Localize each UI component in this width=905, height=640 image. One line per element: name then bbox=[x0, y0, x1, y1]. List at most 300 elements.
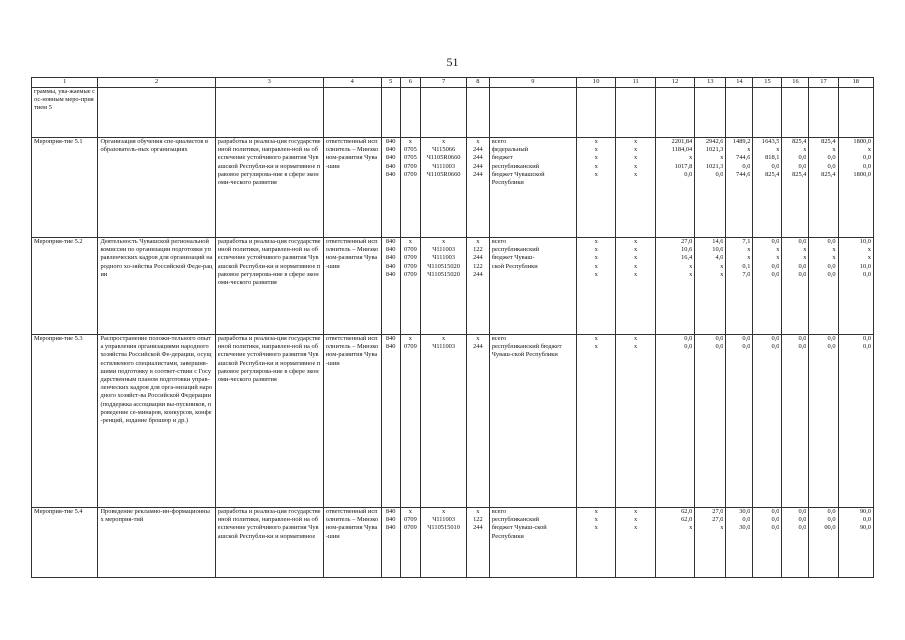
measure-name: Мероприя-тие 5.2 bbox=[32, 238, 98, 335]
cell-value: 840 bbox=[385, 238, 396, 245]
cell-value: x bbox=[634, 524, 638, 532]
cell-value: 0,0 bbox=[798, 270, 807, 278]
cell-value: 0,0 bbox=[715, 335, 724, 342]
cell-value: x bbox=[720, 524, 724, 532]
cell-value: 14,6 bbox=[712, 238, 724, 245]
cell-value: 840 bbox=[385, 170, 396, 178]
cell-c8 bbox=[466, 335, 489, 508]
cell-value: 840 bbox=[385, 262, 396, 270]
cell-value: x bbox=[634, 138, 638, 145]
cell-value: 0,0 bbox=[798, 335, 807, 342]
cell-value: 0,0 bbox=[827, 270, 836, 278]
column-number-15: 15 bbox=[753, 78, 782, 88]
cell-value: всего bbox=[491, 508, 507, 515]
cell-value: 244 bbox=[473, 170, 483, 178]
cell-value: 0,1 bbox=[742, 262, 751, 270]
column-number-4: 4 bbox=[323, 78, 381, 88]
cell-value: 0709 bbox=[404, 524, 417, 532]
cell-value: 0,0 bbox=[798, 508, 807, 515]
cell-value: x bbox=[803, 254, 807, 262]
column-number-9: 9 bbox=[489, 78, 576, 88]
cell-c12 bbox=[655, 508, 694, 578]
cell-value: 0,0 bbox=[684, 170, 693, 178]
cell-value: x bbox=[594, 254, 598, 262]
cell-c12 bbox=[655, 138, 694, 238]
cell-value: всего bbox=[491, 335, 507, 342]
cell-value: 0709 bbox=[404, 254, 417, 262]
cell-value: 0,0 bbox=[771, 262, 780, 270]
cell-value: x bbox=[803, 146, 807, 154]
cell-value: всего bbox=[491, 238, 507, 245]
cell-c7 bbox=[421, 335, 467, 508]
measure-row bbox=[32, 138, 874, 238]
cell-value: 0,0 bbox=[827, 162, 836, 170]
cell-c13 bbox=[695, 335, 726, 508]
measure-goal: разработка и реализа-ция государственной политики, направлен-ной на обеспечение устойчивого развития Чувашской Республи-ки и нормативное правовое регулирова-ние в сфере экономи-ческого развития bbox=[215, 335, 323, 508]
cell-value: 0709 bbox=[404, 262, 417, 270]
measure-goal: разработка и реализа-ция государственной политики, направлен-ной на обеспечение устойчивого развития Чувашской Республи-ки и нормативное bbox=[215, 508, 323, 578]
cell-value: x bbox=[634, 246, 638, 254]
cell-c5 bbox=[381, 238, 400, 335]
cell-value: x bbox=[634, 335, 638, 342]
cell-value: 244 bbox=[473, 254, 483, 262]
cell-value: 0705 bbox=[404, 154, 417, 162]
cell-value: x bbox=[776, 146, 780, 154]
cell-c5 bbox=[381, 138, 400, 238]
cell-value: x bbox=[634, 154, 638, 162]
cell-c9 bbox=[489, 335, 576, 508]
cell-c13 bbox=[695, 508, 726, 578]
cell-value: 7,0 bbox=[742, 270, 751, 278]
cell-value: 244 bbox=[473, 524, 483, 532]
cell-value: 30,0 bbox=[739, 524, 751, 532]
cell-value: 244 bbox=[473, 154, 483, 162]
cell-c17 bbox=[809, 508, 838, 578]
cell-value: x bbox=[408, 138, 412, 145]
cell-value: 840 bbox=[385, 270, 396, 278]
cell-c15 bbox=[753, 508, 782, 578]
cell-value: бюджет bbox=[491, 154, 513, 162]
cell-value: Ч110515020 bbox=[427, 262, 460, 270]
cell-value: x bbox=[689, 154, 693, 162]
cell-value: 840 bbox=[385, 508, 396, 515]
cell-value: 10,0 bbox=[859, 262, 871, 270]
cell-c8 bbox=[466, 238, 489, 335]
cell-c18 bbox=[838, 138, 873, 238]
cell-value: 244 bbox=[473, 146, 483, 154]
cell-c10 bbox=[576, 508, 615, 578]
cell-value: 0,0 bbox=[798, 343, 807, 351]
cell-value: x bbox=[442, 335, 446, 342]
cell-value: 0709 bbox=[404, 170, 417, 178]
cell-c10 bbox=[576, 238, 615, 335]
cell-value: 0709 bbox=[404, 343, 417, 351]
measure-description: Распространение положи-тельного опыта управления организациями народного хозяйства Российской Фе-дерации, осуществляемого специалистами, завершив-шими подготовку в соответ-ствии с Государственным планом подготовки управ-ленческих кадров для орга-низаций народного хозяйст-ва Российской Федерации (поддержка ассоциации вы-пускников, проведение се-минаров, конкурсов, конфе-ренций, издание брошюр и др.) bbox=[98, 335, 215, 508]
cell-value: 0,0 bbox=[798, 524, 807, 532]
cell-value: ской Республики bbox=[491, 262, 538, 270]
cell-value: x bbox=[747, 146, 751, 154]
cell-value: 00,0 bbox=[824, 524, 836, 532]
cell-c16 bbox=[782, 238, 809, 335]
cell-value: x bbox=[442, 138, 446, 145]
cell-value: x bbox=[634, 516, 638, 524]
cell-value: x bbox=[867, 254, 871, 262]
cell-value: x bbox=[634, 170, 638, 178]
cell-value: Ч111003 bbox=[432, 162, 456, 170]
cell-value: 0,0 bbox=[771, 343, 780, 351]
cell-value: x bbox=[634, 162, 638, 170]
cell-value: 840 bbox=[385, 254, 396, 262]
cell-c11 bbox=[616, 238, 655, 335]
cell-value: x bbox=[867, 146, 871, 154]
cell-value: 0,0 bbox=[771, 508, 780, 515]
cell-value: 122 bbox=[473, 262, 483, 270]
cell-c11 bbox=[616, 335, 655, 508]
cell-value: 0,0 bbox=[771, 516, 780, 524]
intro-cell: граммы, ува-жаемые с ос-новным меро-приятием 5 bbox=[32, 88, 98, 138]
cell-value: республиканский bbox=[491, 516, 540, 524]
cell-value: x bbox=[867, 246, 871, 254]
cell-c14 bbox=[726, 138, 753, 238]
cell-value: 0,0 bbox=[827, 335, 836, 342]
cell-value: 0,0 bbox=[863, 516, 871, 524]
cell-value: 0,0 bbox=[742, 516, 751, 524]
cell-c7 bbox=[421, 508, 467, 578]
cell-c11 bbox=[616, 508, 655, 578]
cell-value: 0,0 bbox=[827, 262, 836, 270]
cell-c12 bbox=[655, 238, 694, 335]
cell-value: всего bbox=[491, 138, 507, 145]
measure-row bbox=[32, 238, 874, 335]
cell-value: 840 bbox=[385, 335, 396, 342]
cell-value: 840 bbox=[385, 343, 396, 351]
cell-value: 90,0 bbox=[859, 508, 871, 515]
cell-value: x bbox=[594, 138, 598, 145]
cell-value: 2201,84 bbox=[671, 138, 693, 145]
column-number-5: 5 bbox=[381, 78, 400, 88]
measure-row bbox=[32, 508, 874, 578]
cell-value: x bbox=[634, 238, 638, 245]
cell-c16 bbox=[782, 138, 809, 238]
cell-value: x bbox=[689, 262, 693, 270]
cell-value: 1800,0 bbox=[853, 170, 871, 178]
cell-value: 0705 bbox=[404, 146, 417, 154]
measure-executor: ответственный исполнитель – Минэконом-развития Чува-шии bbox=[323, 508, 381, 578]
cell-value: 0,0 bbox=[863, 154, 871, 162]
cell-value: x bbox=[408, 508, 412, 515]
cell-value: 1021,3 bbox=[705, 146, 724, 154]
cell-c13 bbox=[695, 238, 726, 335]
page-number: 51 bbox=[446, 55, 459, 69]
column-number-3: 3 bbox=[215, 78, 323, 88]
cell-value: x bbox=[594, 516, 598, 524]
cell-value: 0709 bbox=[404, 270, 417, 278]
cell-value: 0,0 bbox=[863, 162, 871, 170]
cell-value: 825,4 bbox=[821, 170, 836, 178]
cell-value: Ч111003 bbox=[432, 516, 456, 524]
cell-value: 0,0 bbox=[798, 262, 807, 270]
cell-value: x bbox=[634, 146, 638, 154]
cell-value: 10,0 bbox=[859, 238, 871, 245]
cell-value: 1489,2 bbox=[732, 138, 751, 145]
cell-value: 0,0 bbox=[715, 170, 724, 178]
cell-c7 bbox=[421, 138, 467, 238]
cell-c17 bbox=[809, 335, 838, 508]
cell-value: 825,4 bbox=[821, 138, 836, 145]
cell-value: республиканский bbox=[491, 162, 540, 170]
cell-value: x bbox=[594, 262, 598, 270]
cell-value: Ч111003 bbox=[432, 246, 456, 254]
cell-value: x bbox=[594, 508, 598, 515]
cell-value: Ч1105R0660 bbox=[426, 170, 461, 178]
column-number-10: 10 bbox=[576, 78, 615, 88]
measure-executor: ответственный исполнитель – Минэконом-развития Чува-шии bbox=[323, 335, 381, 508]
cell-value: Ч111003 bbox=[432, 343, 456, 351]
cell-value: бюджет Чуваш- bbox=[491, 254, 535, 262]
cell-c12 bbox=[655, 335, 694, 508]
cell-value: 0,0 bbox=[863, 343, 871, 351]
cell-value: 0,0 bbox=[771, 335, 780, 342]
cell-c6 bbox=[400, 238, 421, 335]
measure-goal: разработка и реализа-ция государственной политики, направлен-ной на обеспечение устойчивого развития Чувашской Республи-ки и нормативное правовое регулирова-ние в сфере экономи-ческого развития bbox=[215, 138, 323, 238]
cell-value: 0,0 bbox=[827, 238, 836, 245]
column-number-11: 11 bbox=[616, 78, 655, 88]
measure-name: Мероприя-тие 5.1 bbox=[32, 138, 98, 238]
cell-value: Ч110515020 bbox=[427, 270, 460, 278]
column-number-7: 7 bbox=[421, 78, 467, 88]
cell-value: x bbox=[442, 238, 446, 245]
cell-value: 90,0 bbox=[859, 524, 871, 532]
cell-value: 7,1 bbox=[742, 238, 751, 245]
cell-value: 10,6 bbox=[681, 246, 693, 254]
cell-value: 840 bbox=[385, 146, 396, 154]
cell-value: 16,4 bbox=[681, 254, 693, 262]
cell-c9 bbox=[489, 508, 576, 578]
column-number-2: 2 bbox=[98, 78, 215, 88]
cell-value: 62,0 bbox=[681, 516, 693, 524]
cell-c13 bbox=[695, 138, 726, 238]
cell-value: 122 bbox=[473, 246, 483, 254]
column-number-1: 1 bbox=[32, 78, 98, 88]
measure-description: Деятельность Чувашской региональной комиссии по организации подготовки управленческих кадров для организаций народного хо-зяйства Российской Феде-рации bbox=[98, 238, 215, 335]
cell-value: 0,0 bbox=[827, 516, 836, 524]
cell-value: республиканский бюджет Чуваш-ской Республики bbox=[491, 343, 562, 359]
measure-goal: разработка и реализа-ция государственной политики, направлен-ной на обеспечение устойчивого развития Чувашской Республи-ки и нормативное правовое регулирова-ние в сфере экономи-ческого развития bbox=[215, 238, 323, 335]
cell-value: x bbox=[594, 238, 598, 245]
cell-value: x bbox=[594, 146, 598, 154]
cell-c17 bbox=[809, 138, 838, 238]
budget-table bbox=[31, 77, 874, 578]
cell-value: 818,1 bbox=[765, 154, 780, 162]
cell-c15 bbox=[753, 238, 782, 335]
cell-value: x bbox=[634, 343, 638, 351]
cell-value: 10,6 bbox=[712, 246, 724, 254]
cell-c7 bbox=[421, 238, 467, 335]
cell-value: 825,4 bbox=[792, 170, 807, 178]
column-number-18: 18 bbox=[838, 78, 873, 88]
column-number-8: 8 bbox=[466, 78, 489, 88]
cell-value: 122 bbox=[473, 516, 483, 524]
cell-value: 2942,6 bbox=[705, 138, 724, 145]
cell-c15 bbox=[753, 335, 782, 508]
cell-value: 0,0 bbox=[798, 516, 807, 524]
cell-value: 0,0 bbox=[798, 154, 807, 162]
cell-value: x bbox=[634, 262, 638, 270]
cell-value: x bbox=[634, 254, 638, 262]
cell-value: 4,0 bbox=[715, 254, 724, 262]
measure-description: Организация обучения спе-циалистов в образователь-ных организациях bbox=[98, 138, 215, 238]
cell-value: x bbox=[594, 162, 598, 170]
cell-value: 840 bbox=[385, 246, 396, 254]
cell-c14 bbox=[726, 335, 753, 508]
cell-value: 27,0 bbox=[712, 516, 724, 524]
cell-value: x bbox=[594, 343, 598, 351]
cell-c18 bbox=[838, 238, 873, 335]
cell-value: 244 bbox=[473, 162, 483, 170]
cell-value: 0,0 bbox=[771, 270, 780, 278]
cell-value: x bbox=[442, 508, 446, 515]
measure-row bbox=[32, 335, 874, 508]
cell-value: 744,6 bbox=[736, 154, 751, 162]
cell-c14 bbox=[726, 238, 753, 335]
cell-value: x bbox=[832, 246, 836, 254]
cell-c16 bbox=[782, 508, 809, 578]
cell-c8 bbox=[466, 508, 489, 578]
cell-value: x bbox=[803, 246, 807, 254]
cell-value: 0709 bbox=[404, 162, 417, 170]
cell-value: Ч1105R0660 bbox=[426, 154, 461, 162]
cell-c6 bbox=[400, 335, 421, 508]
cell-value: x bbox=[594, 170, 598, 178]
column-number-12: 12 bbox=[655, 78, 694, 88]
cell-value: x bbox=[408, 335, 412, 342]
cell-value: x bbox=[476, 508, 480, 515]
cell-value: x bbox=[832, 254, 836, 262]
cell-value: 0,0 bbox=[771, 524, 780, 532]
cell-c9 bbox=[489, 238, 576, 335]
cell-value: 1800,0 bbox=[853, 138, 871, 145]
cell-value: x bbox=[720, 154, 724, 162]
cell-value: 1021,3 bbox=[705, 162, 724, 170]
cell-value: Ч110515010 bbox=[427, 524, 460, 532]
intro-row bbox=[32, 88, 874, 138]
cell-value: x bbox=[594, 524, 598, 532]
cell-value: 27,0 bbox=[681, 238, 693, 245]
cell-value: 1017,8 bbox=[674, 162, 693, 170]
cell-value: 0,0 bbox=[863, 335, 871, 342]
cell-value: 825,4 bbox=[792, 138, 807, 145]
column-number-14: 14 bbox=[726, 78, 753, 88]
cell-value: Ч111003 bbox=[432, 254, 456, 262]
cell-value: 0,0 bbox=[863, 270, 871, 278]
cell-c10 bbox=[576, 335, 615, 508]
cell-value: 840 bbox=[385, 516, 396, 524]
cell-value: 0709 bbox=[404, 246, 417, 254]
cell-value: 0,0 bbox=[827, 343, 836, 351]
cell-value: 0,0 bbox=[827, 154, 836, 162]
cell-value: x bbox=[747, 246, 751, 254]
cell-c15 bbox=[753, 138, 782, 238]
cell-c11 bbox=[616, 138, 655, 238]
cell-value: x bbox=[720, 262, 724, 270]
measure-name: Мероприя-тие 5.3 bbox=[32, 335, 98, 508]
cell-value: x bbox=[408, 238, 412, 245]
cell-value: 0,0 bbox=[771, 238, 780, 245]
cell-c8 bbox=[466, 138, 489, 238]
cell-value: 0,0 bbox=[827, 508, 836, 515]
cell-c18 bbox=[838, 335, 873, 508]
column-number-13: 13 bbox=[695, 78, 726, 88]
cell-value: 840 bbox=[385, 524, 396, 532]
cell-value: x bbox=[594, 335, 598, 342]
cell-value: 0,0 bbox=[742, 335, 751, 342]
cell-value: 244 bbox=[473, 270, 483, 278]
cell-value: 0709 bbox=[404, 516, 417, 524]
cell-c5 bbox=[381, 508, 400, 578]
cell-value: 840 bbox=[385, 162, 396, 170]
cell-value: 840 bbox=[385, 154, 396, 162]
cell-value: федеральный bbox=[491, 146, 529, 154]
cell-c18 bbox=[838, 508, 873, 578]
cell-value: x bbox=[476, 238, 480, 245]
cell-value: x bbox=[689, 524, 693, 532]
cell-value: 62,0 bbox=[681, 508, 693, 515]
column-number-16: 16 bbox=[782, 78, 809, 88]
cell-c10 bbox=[576, 138, 615, 238]
cell-c5 bbox=[381, 335, 400, 508]
cell-value: 0,0 bbox=[798, 162, 807, 170]
cell-value: 0,0 bbox=[798, 238, 807, 245]
column-number-row bbox=[32, 78, 874, 88]
cell-value: x bbox=[776, 246, 780, 254]
cell-value: 744,6 bbox=[736, 170, 751, 178]
cell-value: 1643,5 bbox=[761, 138, 780, 145]
cell-value: Ч115066 bbox=[432, 146, 456, 154]
cell-value: 0,0 bbox=[742, 343, 751, 351]
cell-value: бюджет Чувашской Республики bbox=[491, 170, 545, 187]
cell-value: x bbox=[832, 146, 836, 154]
cell-value: 0,0 bbox=[684, 335, 693, 342]
measure-executor: ответственный исполнитель – Минэконом-развития Чува-шии bbox=[323, 138, 381, 238]
column-number-6: 6 bbox=[400, 78, 421, 88]
cell-value: x bbox=[634, 508, 638, 515]
column-number-17: 17 bbox=[809, 78, 838, 88]
cell-value: 0,0 bbox=[742, 162, 751, 170]
cell-value: 30,0 bbox=[739, 508, 751, 515]
cell-value: x bbox=[689, 270, 693, 278]
cell-value: x bbox=[476, 335, 480, 342]
cell-value: x bbox=[476, 138, 480, 145]
cell-value: x bbox=[776, 254, 780, 262]
cell-value: республиканский bbox=[491, 246, 540, 254]
cell-value: 244 bbox=[473, 343, 483, 351]
cell-value: x bbox=[594, 270, 598, 278]
measure-name: Мероприя-тие 5.4 bbox=[32, 508, 98, 578]
cell-value: 825,4 bbox=[765, 170, 780, 178]
cell-value: x bbox=[634, 270, 638, 278]
cell-c6 bbox=[400, 138, 421, 238]
cell-value: 840 bbox=[385, 138, 396, 145]
cell-c14 bbox=[726, 508, 753, 578]
cell-value: x bbox=[594, 246, 598, 254]
cell-value: x bbox=[747, 254, 751, 262]
cell-value: бюджет Чуваш-ской Республики bbox=[491, 524, 547, 540]
cell-c16 bbox=[782, 335, 809, 508]
measure-description: Проведение рекламно-ин-формационных мероприя-тий bbox=[98, 508, 215, 578]
measure-executor: ответственный исполнитель – Минэконом-развития Чува-шии bbox=[323, 238, 381, 335]
cell-c9 bbox=[489, 138, 576, 238]
cell-c6 bbox=[400, 508, 421, 578]
